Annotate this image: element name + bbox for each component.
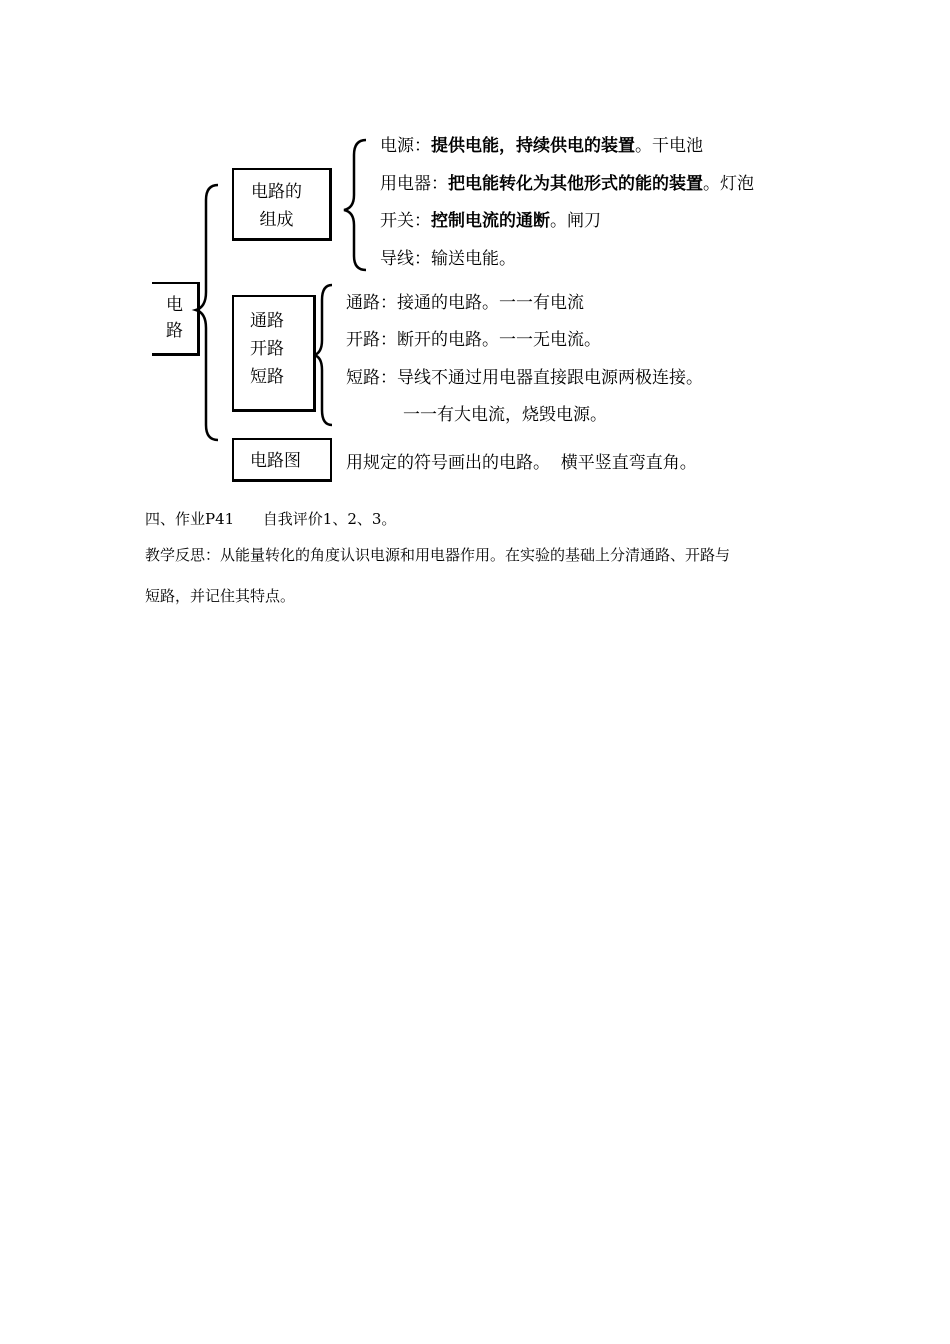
states-item-closed: 通路：接通的电路。一一有电流 [346,293,584,313]
circuit-diagram-definition: 用规定的符号画出的电路。 横平竖直弯直角。 [346,453,697,473]
states-item-short-note: 一一有大电流，烧毁电源。 [403,405,607,425]
root-label: 电 路 [166,295,183,341]
composition-brace [344,140,366,270]
composition-box-line-2: 组成 [259,210,294,230]
composition-item-power: 电源：提供电能，持续供电的装置。干电池 [380,136,703,156]
states-box-line-1: 通路 [250,311,284,331]
states-item-open: 开路：断开的电路。一一无电流。 [346,330,601,350]
homework-line: 四、作业P41 自我评价1、2、3。 [145,510,397,528]
states-box-line-3: 短路 [250,367,284,387]
reflection-line-2: 短路，并记住其特点。 [145,587,296,605]
circuit-diagram-box-label: 电路图 [250,451,301,471]
states-box-line-2: 开路 [250,339,284,359]
root-box [152,282,200,356]
composition-box-line-1: 电路的 [251,182,302,202]
states-box [232,295,316,412]
composition-item-wire: 导线：输送电能。 [380,249,516,269]
circuit-diagram-box [232,438,332,482]
reflection-line-1: 教学反思：从能量转化的角度认识电源和用电器作用。在实验的基础上分清通路、开路与 [145,546,731,564]
states-item-short: 短路：导线不通过用电器直接跟电源两极连接。 [346,368,703,388]
composition-item-appliance: 用电器：把电能转化为其他形式的能的装置。灯泡 [380,174,754,194]
composition-box [232,168,332,241]
states-brace [314,285,332,425]
composition-item-switch: 开关：控制电流的通断。闸刀 [380,211,601,231]
